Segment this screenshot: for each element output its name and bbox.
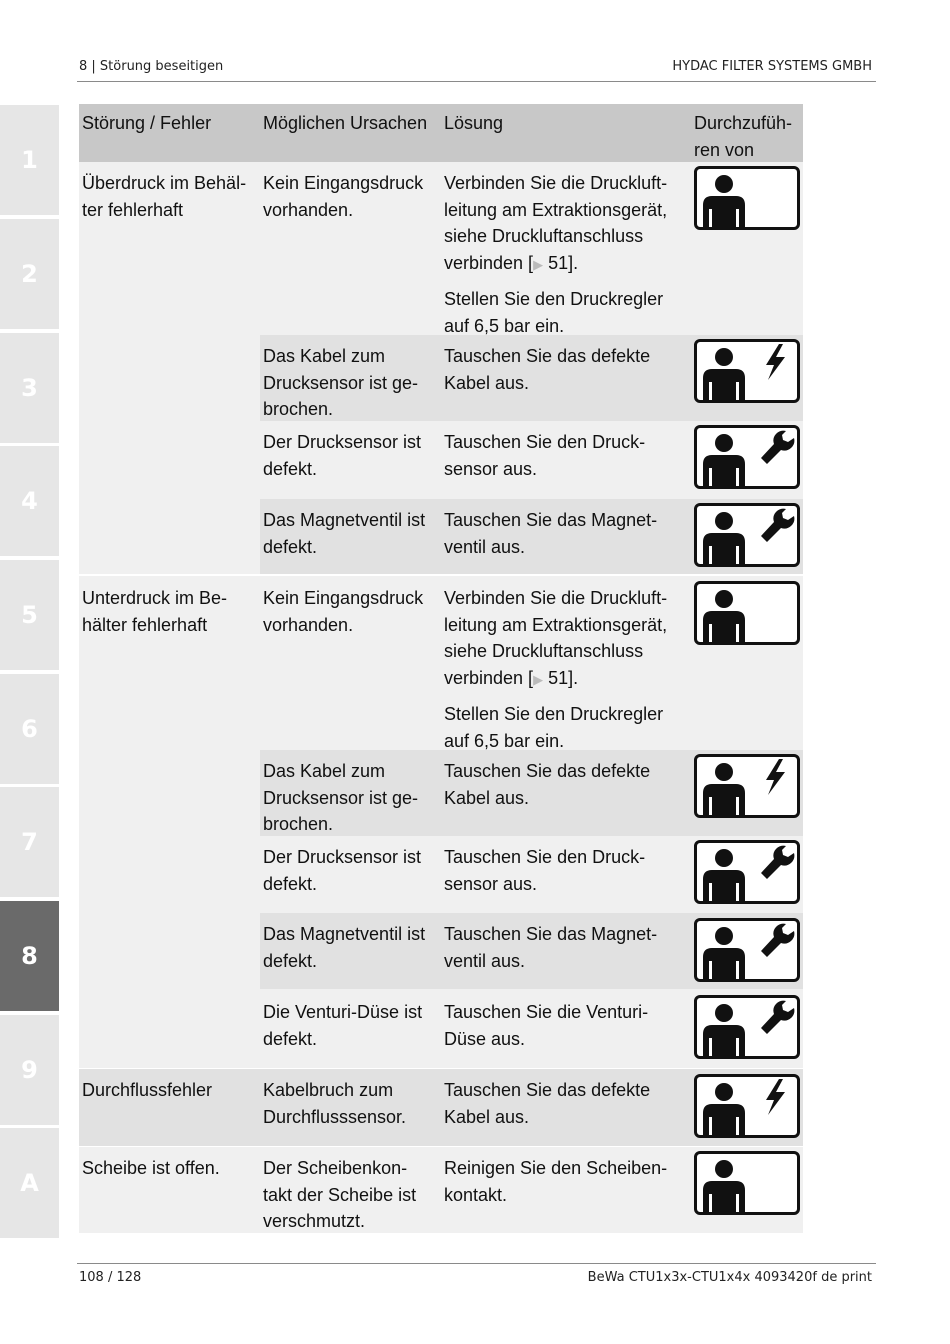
side-tab-8-active[interactable]: 8 [0, 901, 59, 1011]
solution-cell [441, 841, 691, 897]
cause-line: defekt. [263, 873, 318, 894]
solution-line: ventil aus. [444, 536, 526, 557]
fault-line: Unterdruck im Be- [82, 588, 228, 608]
cause-line: brochen. [263, 814, 334, 834]
solution-cell [441, 918, 691, 974]
side-tab-6[interactable]: 6 [0, 674, 59, 784]
cause-line: Kein Eingangsdruck [263, 588, 424, 608]
cause-line: Die Venturi-Düse ist [263, 1002, 423, 1022]
cause-cell [260, 1152, 442, 1235]
cause-line: Der Scheibenkon- [263, 1158, 408, 1178]
cause-line: Durchflusssensor. [263, 1106, 407, 1127]
fault-overpressure [79, 167, 260, 223]
solution-cell [441, 755, 691, 811]
document-id: BeWa CTU1x3x-CTU1x4x 4093420f de print [587, 1270, 872, 1285]
fault-line: Durchflussfehler [82, 1080, 213, 1100]
cause-cell [260, 582, 442, 638]
cause-line: Das Kabel zum [263, 346, 386, 366]
cause-line: Kabelbruch zum [263, 1080, 394, 1100]
solution-line: Stellen Sie den Druckregler [444, 289, 664, 309]
solution-link[interactable]: siehe Druckluftanschluss [444, 641, 644, 661]
cause-line: defekt. [263, 458, 318, 479]
solution-cell [441, 504, 691, 560]
solution-link-line[interactable] [444, 665, 691, 694]
solution-line: sensor aus. [444, 458, 538, 479]
cause-cell [260, 755, 442, 838]
mechanic-icon [694, 840, 800, 904]
solution-cell [441, 1074, 691, 1130]
cause-line: vorhanden. [263, 199, 354, 220]
cause-cell [260, 841, 442, 897]
fault-underpressure [79, 582, 260, 638]
cause-cell [260, 426, 442, 482]
fault-line: Überdruck im Behäl- [82, 173, 247, 193]
solution-line: Tauschen Sie den Druck- [444, 432, 646, 452]
cause-line: Drucksensor ist ge- [263, 787, 419, 808]
side-tab-4[interactable]: 4 [0, 446, 59, 556]
mechanic-icon [694, 995, 800, 1059]
cause-cell [260, 504, 442, 560]
header-company: HYDAC FILTER SYSTEMS GMBH [672, 59, 872, 74]
solution-line: Tauschen Sie das Magnet- [444, 510, 658, 530]
header-rule [77, 81, 876, 82]
col-header-performer-line1: Durchzufüh- [694, 113, 793, 133]
side-tab-a[interactable]: A [0, 1128, 59, 1238]
solution-line: Tauschen Sie den Druck- [444, 847, 646, 867]
col-header-performer [691, 107, 803, 163]
side-tab-5[interactable]: 5 [0, 560, 59, 670]
cause-line: defekt. [263, 950, 318, 971]
page-number: 108 / 128 [79, 1270, 142, 1285]
cause-line: Der Drucksensor ist [263, 432, 422, 452]
fault-line: Scheibe ist offen. [82, 1158, 220, 1178]
solution-line: auf 6,5 bar ein. [444, 315, 565, 336]
solution-cell [441, 996, 691, 1052]
side-tab-9[interactable]: 9 [0, 1015, 59, 1125]
col-header-cause: Möglichen Ursachen [263, 113, 428, 133]
cause-cell [260, 918, 442, 974]
cause-line: vorhanden. [263, 614, 354, 635]
solution-line: kontakt. [444, 1184, 508, 1205]
page-ref[interactable]: 51]. [548, 252, 579, 273]
cause-line: Das Magnetventil ist [263, 510, 426, 530]
mechanic-icon [694, 918, 800, 982]
solution-line: Tauschen Sie die Venturi- [444, 1002, 649, 1022]
solution-line: Tauschen Sie das defekte [444, 346, 651, 366]
solution-line: Tauschen Sie das defekte [444, 761, 651, 781]
cause-line: takt der Scheibe ist [263, 1184, 417, 1205]
solution-line: Reinigen Sie den Scheiben- [444, 1158, 668, 1178]
electrician-icon [694, 339, 800, 403]
page-ref[interactable]: 51]. [548, 667, 579, 688]
solution-line: leitung am Extraktionsgerät, [444, 199, 668, 220]
solution-link-line[interactable] [444, 250, 691, 279]
side-tab-7[interactable]: 7 [0, 787, 59, 897]
solution-line: Tauschen Sie das defekte [444, 1080, 651, 1100]
cause-line: Das Kabel zum [263, 761, 386, 781]
solution-line: auf 6,5 bar ein. [444, 730, 565, 751]
solution-line: Düse aus. [444, 1028, 526, 1049]
solution-line: Stellen Sie den Druckregler [444, 704, 664, 724]
header-section-title: 8 | Störung beseitigen [79, 59, 224, 74]
solution-link[interactable]: siehe Druckluftanschluss [444, 226, 644, 246]
mechanic-icon [694, 503, 800, 567]
page-ref-arrow-icon: ▶ [533, 256, 544, 272]
col-header-fault: Störung / Fehler [82, 113, 212, 133]
electrician-icon [694, 754, 800, 818]
link-text[interactable]: verbinden [ [444, 667, 534, 688]
cause-line: verschmutzt. [263, 1211, 366, 1231]
side-tab-1[interactable]: 1 [0, 105, 59, 215]
solution-line: ventil aus. [444, 950, 526, 971]
solution-cell [441, 340, 691, 396]
fault-line: ter fehlerhaft [82, 199, 184, 220]
link-text[interactable]: verbinden [ [444, 252, 534, 273]
mechanic-icon [694, 425, 800, 489]
cause-line: brochen. [263, 399, 334, 419]
cause-line: Das Magnetventil ist [263, 924, 426, 944]
solution-line: Kabel aus. [444, 372, 530, 393]
operator-icon [694, 581, 800, 645]
solution-line: Verbinden Sie die Druckluft- [444, 588, 668, 608]
side-tab-2[interactable]: 2 [0, 219, 59, 329]
cause-line: Kein Eingangsdruck [263, 173, 424, 193]
cause-cell [260, 340, 442, 423]
solution-cell [441, 582, 691, 754]
cause-line: Drucksensor ist ge- [263, 372, 419, 393]
solution-line: Kabel aus. [444, 1106, 530, 1127]
cause-line: defekt. [263, 536, 318, 557]
cause-line: defekt. [263, 1028, 318, 1049]
electrician-icon [694, 1074, 800, 1138]
col-header-performer-line2: ren von [694, 139, 755, 160]
solution-line: Kabel aus. [444, 787, 530, 808]
solution-cell [441, 426, 691, 482]
solution-line: leitung am Extraktionsgerät, [444, 614, 668, 635]
operator-icon [694, 166, 800, 230]
page-ref-arrow-icon: ▶ [533, 671, 544, 687]
fault-flow [79, 1074, 260, 1104]
fault-disc-open [79, 1152, 260, 1182]
solution-cell [441, 167, 691, 339]
solution-line: Verbinden Sie die Druckluft- [444, 173, 668, 193]
solution-line: Tauschen Sie das Magnet- [444, 924, 658, 944]
cause-cell [260, 1074, 442, 1130]
cause-cell [260, 996, 442, 1052]
operator-icon [694, 1151, 800, 1215]
footer-rule [77, 1263, 876, 1264]
side-tab-3[interactable]: 3 [0, 333, 59, 443]
cause-cell [260, 167, 442, 223]
solution-line: sensor aus. [444, 873, 538, 894]
cause-line: Der Drucksensor ist [263, 847, 422, 867]
solution-cell [441, 1152, 691, 1208]
fault-line: hälter fehlerhaft [82, 614, 208, 635]
col-header-solution: Lösung [444, 113, 504, 133]
